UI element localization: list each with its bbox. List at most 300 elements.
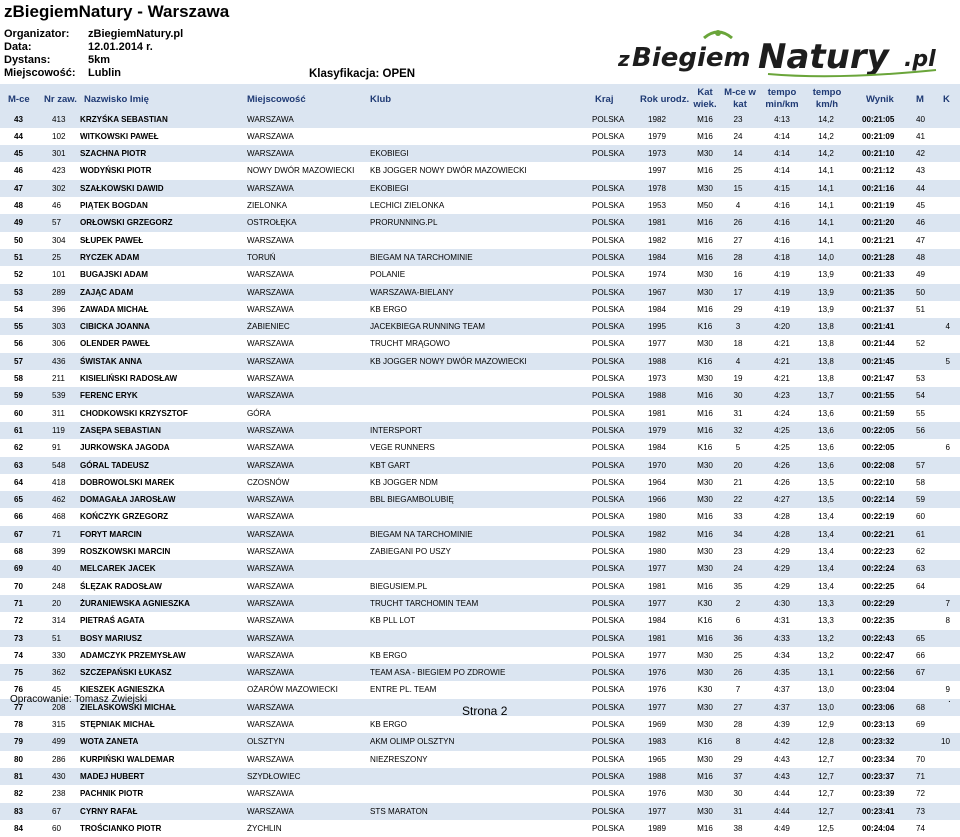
cell-katpos: 19 [733, 374, 743, 383]
cell-katpos: 24 [733, 131, 743, 141]
cell-m: 44 [916, 183, 926, 193]
cell-country: POLSKA [592, 668, 625, 678]
cell-pace: 4:43 [774, 771, 790, 781]
cell-katpos: 26 [733, 218, 743, 228]
footer-page-number: Strona 2 [462, 704, 508, 718]
cell-city: WARSZAWA [247, 547, 294, 556]
cell-year: 1976 [648, 789, 667, 799]
cell-speed: 14,0 [818, 252, 834, 262]
cell-pace: 4:31 [774, 616, 790, 626]
cell-mce: 72 [14, 616, 24, 626]
cell-result: 00:23:41 [862, 806, 895, 816]
cell-pace: 4:35 [774, 668, 790, 678]
cell-year: 1970 [648, 460, 667, 470]
cell-result: 00:23:37 [862, 771, 895, 781]
cell-result: 00:23:32 [862, 737, 895, 747]
cell-nr: 51 [52, 633, 62, 643]
cell-nr: 119 [52, 425, 65, 435]
cell-name: KIESZEK AGNIESZKA [80, 685, 165, 695]
cell-year: 1984 [648, 443, 667, 453]
cell-year: 1974 [648, 270, 667, 280]
table-row [0, 630, 960, 647]
cell-pace: 4:19 [774, 304, 790, 314]
cell-nr: 57 [52, 218, 62, 228]
cell-katpos: 2 [735, 598, 741, 608]
cell-result: 00:22:25 [862, 581, 895, 591]
cell-mce: 51 [14, 252, 24, 262]
table-row [0, 647, 960, 664]
cell-year: 1988 [648, 771, 667, 781]
cell-speed: 13,7 [818, 391, 834, 401]
cell-result: 00:23:06 [862, 702, 895, 712]
cell-name: TROŚCIANKO PIOTR [80, 823, 162, 833]
cell-mce: 65 [14, 495, 24, 505]
cell-nr: 71 [52, 529, 62, 539]
cell-city: WARSZAWA [247, 806, 294, 816]
cell-speed: 14,2 [818, 131, 834, 141]
cell-nr: 436 [52, 356, 66, 366]
cell-katpos: 38 [733, 823, 743, 833]
cell-nr: 238 [52, 789, 66, 799]
cell-nr: 67 [52, 806, 62, 816]
cell-year: 1980 [648, 547, 667, 556]
cell-pace: 4:25 [774, 425, 790, 435]
cell-kat: M30 [697, 374, 713, 383]
cell-city: WARSZAWA [247, 789, 294, 799]
cell-name: MELCAREK JACEK [80, 564, 156, 574]
cell-mce: 80 [14, 754, 24, 764]
cell-katpos: 27 [733, 235, 743, 245]
cell-result: 00:22:23 [862, 547, 895, 556]
cell-nr: 211 [52, 374, 65, 383]
cell-kat: M16 [697, 304, 713, 314]
cell-city: NOWY DWÓR MAZOWIECKI [247, 166, 355, 176]
cell-result: 00:21:09 [862, 131, 895, 141]
cell-mce: 68 [14, 547, 24, 556]
cell-year: 1953 [648, 201, 667, 210]
cell-katpos: 8 [735, 737, 741, 747]
cell-katpos: 4 [735, 201, 741, 210]
cell-year: 1984 [648, 252, 667, 262]
cell-nr: 330 [52, 650, 66, 660]
cell-club: TRUCHT MRĄGOWO [370, 339, 450, 349]
cell-name: CHODKOWSKI KRZYSZTOF [80, 408, 188, 418]
cell-kat: M30 [697, 477, 713, 487]
cell-result: 00:22:56 [862, 668, 895, 678]
cell-m: 57 [916, 460, 926, 470]
cell-result: 00:21:16 [862, 183, 895, 193]
cell-club: ZABIEGANI PO USZY [370, 547, 451, 556]
cell-result: 00:22:19 [862, 512, 895, 522]
cell-speed: 14,2 [818, 149, 834, 159]
cell-katpos: 25 [733, 650, 743, 660]
cell-result: 00:23:04 [862, 685, 895, 695]
table-row [0, 820, 960, 837]
meta-organizer: Organizator: zBiegiemNatury.pl [4, 28, 184, 40]
cell-city: WARSZAWA [247, 668, 294, 678]
cell-nr: 430 [52, 771, 66, 781]
cell-name: RYCZEK ADAM [80, 252, 140, 262]
table-row [0, 543, 960, 560]
cell-pace: 4:23 [774, 391, 790, 401]
cell-name: CYRNY RAFAŁ [80, 806, 138, 816]
cell-year: 1966 [648, 495, 667, 505]
cell-pace: 4:21 [774, 339, 790, 349]
cell-name: WOTA ZANETA [80, 737, 139, 747]
cell-nr: 423 [52, 166, 66, 176]
cell-katpos: 20 [733, 460, 743, 470]
cell-year: 1977 [648, 598, 667, 608]
cell-speed: 13,5 [818, 495, 834, 505]
cell-name: ŚWISTAK ANNA [80, 356, 143, 366]
cell-result: 00:22:08 [862, 460, 895, 470]
table-row [0, 474, 960, 491]
table-header: M-ce Nr zaw. Nazwisko Imię Miejscowość Klub Kraj Rok urodz. Kat wiek. M-ce w kat tempo min/km tempo km/h Wynik M K [0, 84, 960, 114]
cell-year: 1988 [648, 391, 667, 401]
cell-city: WARSZAWA [247, 564, 294, 574]
cell-m: 47 [916, 235, 926, 245]
cell-result: 00:22:35 [862, 616, 895, 626]
cell-result: 00:21:37 [862, 304, 895, 314]
cell-m: 48 [916, 252, 926, 262]
cell-country: POLSKA [592, 495, 625, 505]
cell-city: WARSZAWA [247, 754, 294, 764]
cell-city: WARSZAWA [247, 287, 294, 297]
cell-club: VEGE RUNNERS [370, 443, 435, 453]
cell-name: SŁUPEK PAWEŁ [80, 235, 144, 245]
cell-m: 67 [916, 668, 926, 678]
cell-country: POLSKA [592, 149, 625, 159]
cell-katpos: 23 [733, 114, 743, 124]
cell-pace: 4:44 [774, 789, 790, 799]
cell-kat: M16 [697, 166, 713, 176]
cell-year: 1977 [648, 339, 667, 349]
cell-year: 1981 [648, 218, 667, 228]
cell-speed: 13,2 [818, 650, 834, 660]
cell-speed: 13,4 [818, 512, 834, 522]
cell-club: BIEGUSIEM.PL [370, 581, 428, 591]
cell-mce: 60 [14, 408, 24, 418]
cell-pace: 4:43 [774, 754, 790, 764]
cell-katpos: 36 [733, 633, 743, 643]
meta-date: Data: 12.01.2014 r. [4, 41, 153, 53]
cell-country: POLSKA [592, 391, 625, 401]
cell-city: WARSZAWA [247, 114, 294, 124]
svg-text:z: z [618, 47, 630, 71]
cell-name: ZAWADA MICHAŁ [80, 304, 149, 314]
table-row [0, 197, 960, 214]
cell-k: 7 [945, 598, 950, 608]
cell-result: 00:21:05 [862, 114, 895, 124]
cell-result: 00:22:43 [862, 633, 895, 643]
cell-result: 00:21:44 [862, 339, 895, 349]
cell-name: ZIELASKOWSKI MICHAŁ [80, 702, 176, 712]
cell-country: POLSKA [592, 823, 625, 833]
cell-club: TRUCHT TARCHOMIN TEAM [370, 598, 479, 608]
table-row [0, 560, 960, 577]
cell-kat: M16 [697, 771, 713, 781]
cell-result: 00:21:45 [862, 356, 895, 366]
table-row [0, 664, 960, 681]
cell-country: POLSKA [592, 581, 625, 591]
cell-nr: 208 [52, 702, 66, 712]
cell-year: 1995 [648, 322, 667, 332]
cell-mce: 70 [14, 581, 24, 591]
table-row [0, 405, 960, 422]
cell-katpos: 28 [733, 252, 743, 262]
cell-year: 1976 [648, 685, 667, 695]
cell-result: 00:21:28 [862, 252, 895, 262]
cell-year: 1982 [648, 114, 667, 124]
cell-speed: 13,3 [818, 598, 834, 608]
cell-result: 00:21:21 [862, 235, 895, 245]
cell-country: POLSKA [592, 702, 625, 712]
cell-m: 70 [916, 754, 926, 764]
cell-nr: 45 [52, 685, 62, 695]
cell-nr: 301 [52, 149, 66, 159]
cell-m: 53 [916, 374, 926, 383]
cell-country: POLSKA [592, 252, 625, 262]
table-row [0, 803, 960, 820]
cell-speed: 14,2 [818, 114, 834, 124]
cell-speed: 13,6 [818, 443, 834, 453]
cell-nr: 462 [52, 495, 66, 505]
cell-speed: 12,5 [818, 823, 834, 833]
cell-pace: 4:30 [774, 598, 790, 608]
cell-country: POLSKA [592, 304, 625, 314]
cell-country: POLSKA [592, 425, 625, 435]
cell-pace: 4:26 [774, 460, 790, 470]
cell-name: SZACHNA PIOTR [80, 149, 147, 159]
cell-m: 74 [916, 823, 926, 833]
cell-kat: M16 [697, 425, 713, 435]
cell-mce: 67 [14, 529, 24, 539]
cell-speed: 13,6 [818, 460, 834, 470]
cell-mce: 55 [14, 322, 24, 332]
cell-name: BOSY MARIUSZ [80, 633, 142, 643]
cell-country: POLSKA [592, 287, 625, 297]
cell-speed: 13,9 [818, 287, 834, 297]
cell-kat: M16 [697, 252, 713, 262]
cell-year: 1967 [648, 287, 667, 297]
cell-k: 6 [945, 443, 950, 453]
cell-m: 50 [916, 287, 926, 297]
cell-year: 1964 [648, 477, 667, 487]
zbiegiemnatury-logo [618, 28, 950, 78]
cell-result: 00:23:34 [862, 754, 895, 764]
cell-country: POLSKA [592, 806, 625, 816]
cell-country: POLSKA [592, 374, 625, 383]
cell-year: 1979 [648, 425, 667, 435]
cell-mce: 81 [14, 771, 24, 781]
cell-speed: 13,8 [818, 374, 834, 383]
cell-club: NIEZRESZONY [370, 754, 428, 764]
cell-name: KOŃCZYK GRZEGORZ [80, 512, 169, 522]
table-row [0, 422, 960, 439]
cell-nr: 311 [52, 408, 65, 418]
cell-kat: M50 [697, 201, 713, 210]
cell-result: 00:22:05 [862, 443, 895, 453]
cell-result: 00:23:13 [862, 720, 895, 729]
cell-pace: 4:18 [774, 252, 790, 262]
cell-country: POLSKA [592, 720, 625, 729]
cell-result: 00:22:10 [862, 477, 895, 487]
cell-k: 9 [945, 685, 950, 695]
svg-text:.pl: .pl [904, 47, 936, 72]
cell-katpos: 27 [733, 702, 743, 712]
cell-country: POLSKA [592, 131, 625, 141]
cell-name: ZASĘPA SEBASTIAN [80, 425, 161, 435]
cell-club: INTERSPORT [370, 425, 423, 435]
cell-mce: 46 [14, 166, 24, 176]
cell-club: EKOBIEGI [370, 183, 409, 193]
cell-kat: M16 [697, 235, 713, 245]
cell-result: 00:21:12 [862, 166, 895, 176]
cell-speed: 14,1 [818, 218, 834, 228]
cell-city: OLSZTYN [247, 737, 285, 747]
cell-nr: 362 [52, 668, 66, 678]
cell-name: BUGAJSKI ADAM [80, 270, 149, 280]
cell-nr: 539 [52, 391, 66, 401]
cell-year: 1977 [648, 702, 667, 712]
cell-kat: M30 [697, 287, 713, 297]
cell-name: ROSZKOWSKI MARCIN [80, 547, 171, 556]
cell-speed: 12,7 [818, 754, 834, 764]
cell-year: 1984 [648, 616, 667, 626]
cell-m: 52 [916, 339, 926, 349]
cell-m: 61 [916, 529, 926, 539]
cell-katpos: 29 [733, 304, 743, 314]
cell-pace: 4:29 [774, 564, 790, 574]
footer-author: Opracowanie: Tomasz Zwiejski [10, 694, 148, 705]
cell-k: 4 [945, 322, 950, 332]
cell-speed: 13,6 [818, 425, 834, 435]
cell-m: 58 [916, 477, 926, 487]
cell-result: 00:22:47 [862, 650, 895, 660]
cell-speed: 13,4 [818, 581, 834, 591]
table-row [0, 353, 960, 370]
cell-kat: K16 [697, 443, 713, 453]
cell-nr: 46 [52, 201, 62, 210]
cell-kat: M30 [697, 460, 713, 470]
cell-speed: 13,4 [818, 529, 834, 539]
cell-kat: M30 [697, 789, 713, 799]
table-row [0, 612, 960, 629]
cell-name: MADEJ HUBERT [80, 771, 145, 781]
cell-mce: 52 [14, 270, 24, 280]
cell-pace: 4:33 [774, 633, 790, 643]
cell-mce: 47 [14, 183, 24, 193]
cell-year: 1979 [648, 131, 667, 141]
cell-kat: M30 [697, 564, 713, 574]
cell-m: 51 [916, 304, 926, 314]
cell-mce: 56 [14, 339, 24, 349]
cell-country: POLSKA [592, 477, 625, 487]
cell-katpos: 4 [735, 356, 741, 366]
table-row [0, 180, 960, 197]
cell-speed: 13,0 [818, 702, 834, 712]
cell-country: POLSKA [592, 737, 625, 747]
table-row [0, 249, 960, 266]
cell-kat: K16 [697, 356, 713, 366]
cell-m: 59 [916, 495, 926, 505]
cell-pace: 4:14 [774, 131, 790, 141]
cell-city: WARSZAWA [247, 183, 294, 193]
table-row [0, 301, 960, 318]
cell-city: WARSZAWA [247, 460, 294, 470]
cell-pace: 4:28 [774, 512, 790, 522]
cell-country: POLSKA [592, 339, 625, 349]
cell-year: 1969 [648, 720, 667, 729]
cell-name: ŚLĘZAK RADOSŁAW [80, 581, 162, 591]
cell-city: WARSZAWA [247, 356, 294, 366]
table-row [0, 145, 960, 162]
cell-mce: 74 [14, 650, 24, 660]
cell-city: OSTROŁĘKA [247, 218, 297, 228]
cell-kat: K16 [697, 322, 713, 332]
cell-club: POLANIE [370, 270, 406, 280]
cell-city: CZOSNÓW [247, 477, 290, 487]
cell-year: 1965 [648, 754, 667, 764]
cell-city: WARSZAWA [247, 633, 294, 643]
cell-country: POLSKA [592, 408, 625, 418]
cell-speed: 14,1 [818, 201, 834, 210]
cell-name: ADAMCZYK PRZEMYSŁAW [80, 650, 186, 660]
meta-location: Miejscowość: Lublin [4, 67, 121, 79]
cell-city: ŻABIENIEC [247, 322, 290, 332]
cell-speed: 12,7 [818, 806, 834, 816]
cell-m: 66 [916, 650, 926, 660]
cell-katpos: 22 [733, 495, 743, 505]
cell-city: ZIELONKA [247, 201, 288, 210]
cell-mce: 44 [14, 131, 24, 141]
cell-club: WARSZAWA-BIELANY [370, 287, 454, 297]
svg-text:Natury: Natury [758, 37, 889, 77]
cell-club: PRORUNNING.PL [370, 218, 438, 228]
cell-speed: 13,3 [818, 616, 834, 626]
cell-name: GÓRAL TADEUSZ [80, 460, 149, 470]
cell-mce: 83 [14, 806, 24, 816]
cell-pace: 4:29 [774, 547, 790, 556]
table-row [0, 578, 960, 595]
cell-katpos: 31 [733, 806, 743, 816]
cell-pace: 4:49 [774, 823, 790, 833]
cell-name: CIBICKA JOANNA [80, 322, 150, 332]
cell-name: FORYT MARCIN [80, 529, 142, 539]
cell-kat: M16 [697, 512, 713, 522]
cell-result: 00:21:47 [862, 374, 895, 383]
cell-city: WARSZAWA [247, 616, 294, 626]
cell-nr: 315 [52, 720, 66, 729]
cell-name: PIĄTEK BOGDAN [80, 201, 148, 210]
cell-mce: 82 [14, 789, 24, 799]
cell-city: OŻARÓW MAZOWIECKI [247, 685, 338, 695]
cell-name: WITKOWSKI PAWEŁ [80, 131, 159, 141]
cell-country: POLSKA [592, 460, 625, 470]
table-row [0, 491, 960, 508]
cell-mce: 79 [14, 737, 24, 747]
cell-m: 63 [916, 564, 926, 574]
cell-pace: 4:19 [774, 270, 790, 280]
cell-katpos: 30 [733, 391, 743, 401]
cell-club: BIEGAM NA TARCHOMINIE [370, 529, 473, 539]
cell-country: POLSKA [592, 650, 625, 660]
cell-result: 00:21:20 [862, 218, 895, 228]
cell-year: 1981 [648, 633, 667, 643]
cell-club: KB ERGO [370, 720, 407, 729]
cell-country: POLSKA [592, 754, 625, 764]
cell-katpos: 30 [733, 789, 743, 799]
